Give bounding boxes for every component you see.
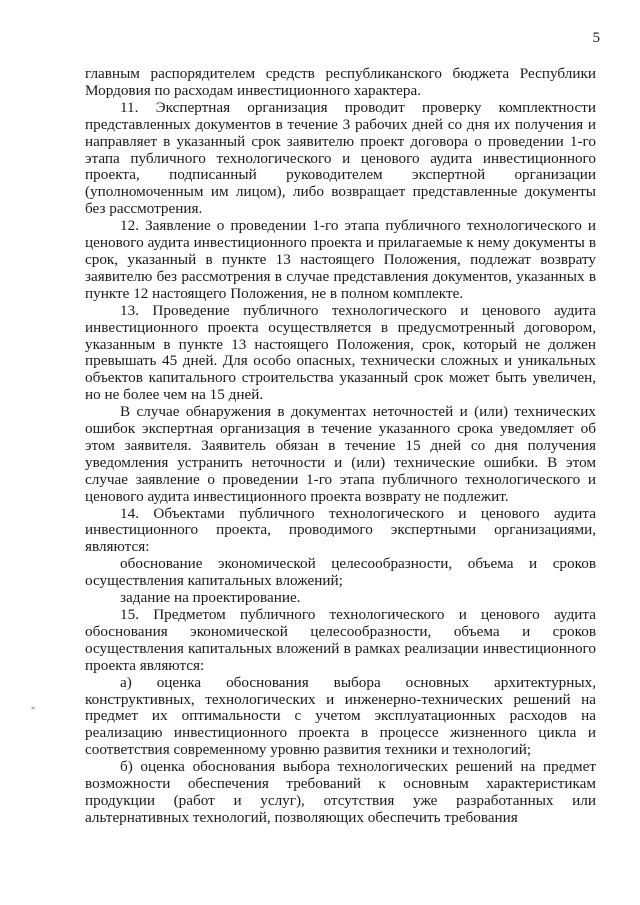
margin-mark: „ [31,700,34,710]
page-number: 5 [592,30,600,46]
paragraph-15-item-b: б) оценка обоснования выбора технологических решений на предмет возможности обеспечения требований к основным характеристикам продукции (работ и услуг), отсутствия уже разработанных или альтернативных технологий, позволяющих обеспечить требования [85,758,596,826]
paragraph-15-item-a: а) оценка обоснования выбора основных архитектурных, конструктивных, технологических и инженерно-технических решений на предмет их оптимальности с учетом эксплуатационных расходов на реализацию инвестиционного проекта в процессе жизненного цикла и соответствия современному уровню развития техники и технологий; [85,673,596,759]
paragraph-14-item-1: обоснование экономической целесообразности, объема и сроков осуществления капитальных вложений; [85,555,596,590]
paragraph-continuation: главным распорядителем средств республиканского бюджета Республики Мордовия по расходам инвестиционного характера. [85,65,596,99]
paragraph-12: 12. Заявление о проведении 1-го этапа публичного технологического и ценового аудита инвестиционного проекта и прилагаемые к нему документы в срок, указанный в пункте 13 настоящего Положения, подлежат возврату заявителю без рассмотрения в случае представления документов, указанных в пункте 12 настоящего Положения, не в полном комплекте. [85,217,596,302]
paragraph-11: 11. Экспертная организация проводит проверку комплектности представленных документов в течение 3 рабочих дней со дня их получения и направляет в указанный срок заявителю проект договора о проведении 1-го этапа публичного технологического и ценового аудита инвестиционного проекта, подписанный руководителем экспертной организации (уполномоченным им лицом), либо возвращает представленные документы без рассмотрения. [85,98,596,218]
document-body [85,66,596,827]
paragraph-14: 14. Объектами публичного технологического и ценового аудита инвестиционного проекта, проводимого экспертными организациями, являются: [85,504,596,556]
paragraph-13-continued: В случае обнаружения в документах неточностей и (или) технических ошибок экспертная организация в течение указанного срока уведомляет об этом заявителя. Заявитель обязан в течение 15 дней со дня получения уведомления устранить неточности и (или) технические ошибки. В этом случае заявление о проведении 1-го этапа публичного технологического и ценового аудита инвестиционного проекта возврату не подлежит. [85,403,596,505]
paragraph-14-item-2: задание на проектирование. [120,589,301,607]
paragraph-15: 15. Предметом публичного технологического и ценового аудита обоснования экономической целесообразности, объема и сроков осуществления капитальных вложений в рамках реализации инвестиционного проекта являются: [85,606,596,674]
paragraph-13: 13. Проведение публичного технологического и ценового аудита инвестиционного проекта осуществляется в предусмотренный договором, указанным в пункте 13 настоящего Положения, срок, который не должен превышать 45 дней. Для особо опасных, технически сложных и уникальных объектов капитального строительства указанный срок может быть увеличен, но не более чем на 15 дней. [85,301,596,404]
